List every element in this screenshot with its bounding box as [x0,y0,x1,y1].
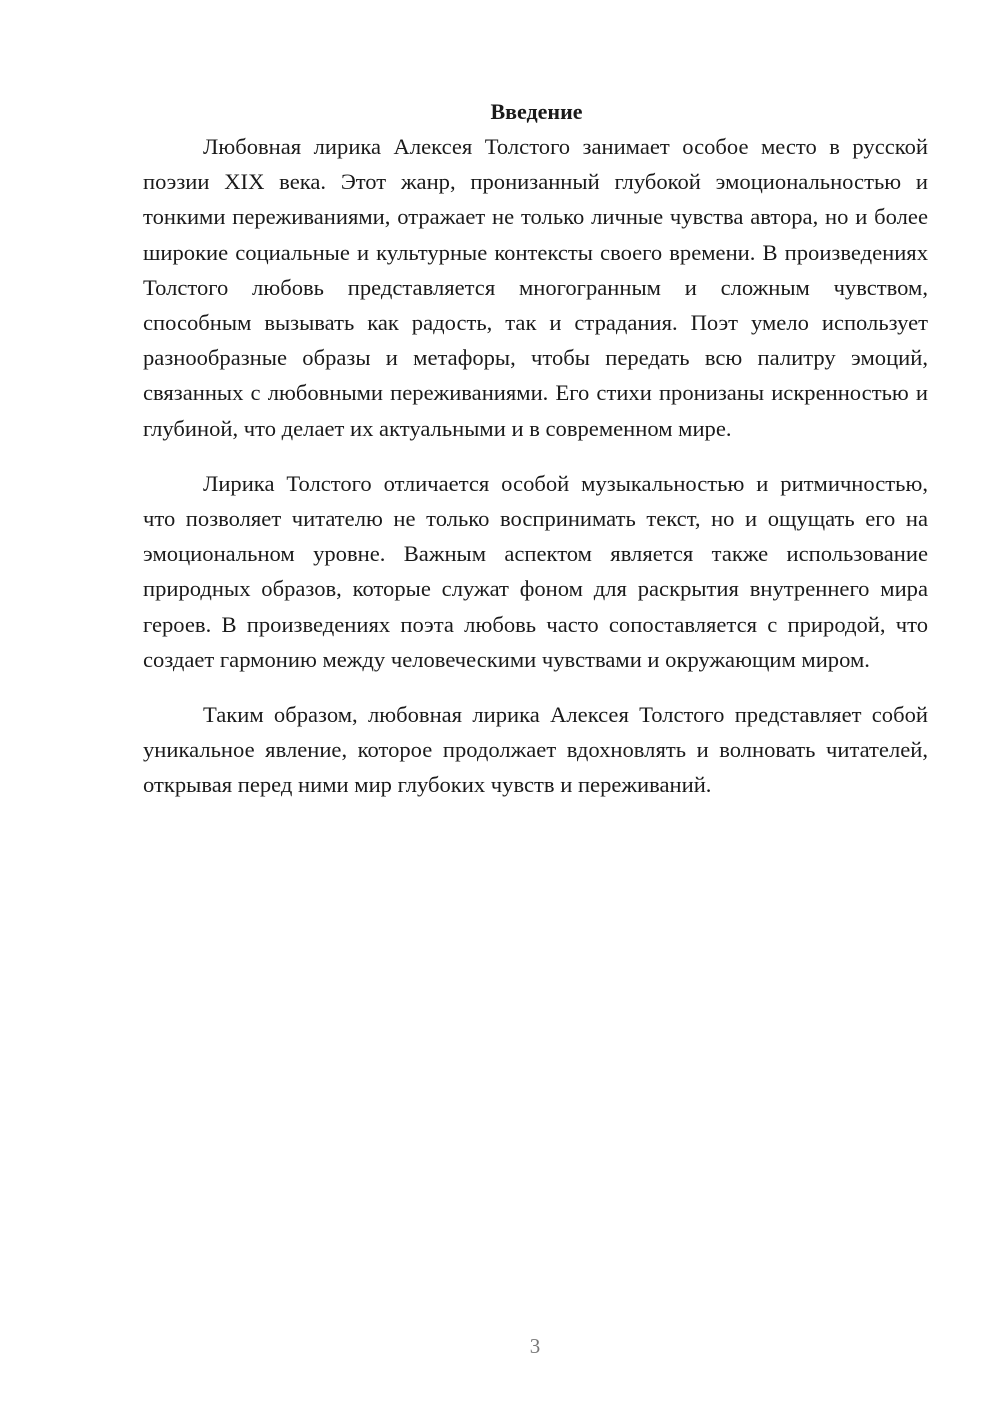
paragraph-1: Любовная лирика Алексея Толстого занимает особое место в русской поэзии XIX века. Этот жанр, пронизанный глубокой эмоциональностью и тонкими переживаниями, отражает не только личные чувства автора, но и более широкие социальные и культурные контексты своего времени. В произведениях Толстого любовь представляется многогранным и сложным чувством, способным вызывать как радость, так и страдания. Поэт умело использует разнообразные образы и метафоры, чтобы передать всю палитру эмоций, связанных с любовными переживаниями. Его стихи пронизаны искренностью и глубиной, что делает их актуальными и в современном мире. [143,134,928,441]
paragraph-3: Таким образом, любовная лирика Алексея Толстого представляет собой уникальное явление, которое продолжает вдохновлять и волновать читателей, открывая перед ними мир глубоких чувств и переживаний. [143,702,928,798]
section-heading: Введение [490,99,583,124]
page-number: 3 [529,1334,541,1358]
page-content [143,94,928,803]
paragraph-2: Лирика Толстого отличается особой музыкальностью и ритмичностью, что позволяет читателю не только воспринимать текст, но и ощущать его на эмоциональном уровне. Важным аспектом является также использование природных образов, которые служат фоном для раскрытия внутреннего мира героев. В произведениях поэта любовь часто сопоставляется с природой, что создает гармонию между человеческими чувствами и окружающим миром. [143,470,928,672]
